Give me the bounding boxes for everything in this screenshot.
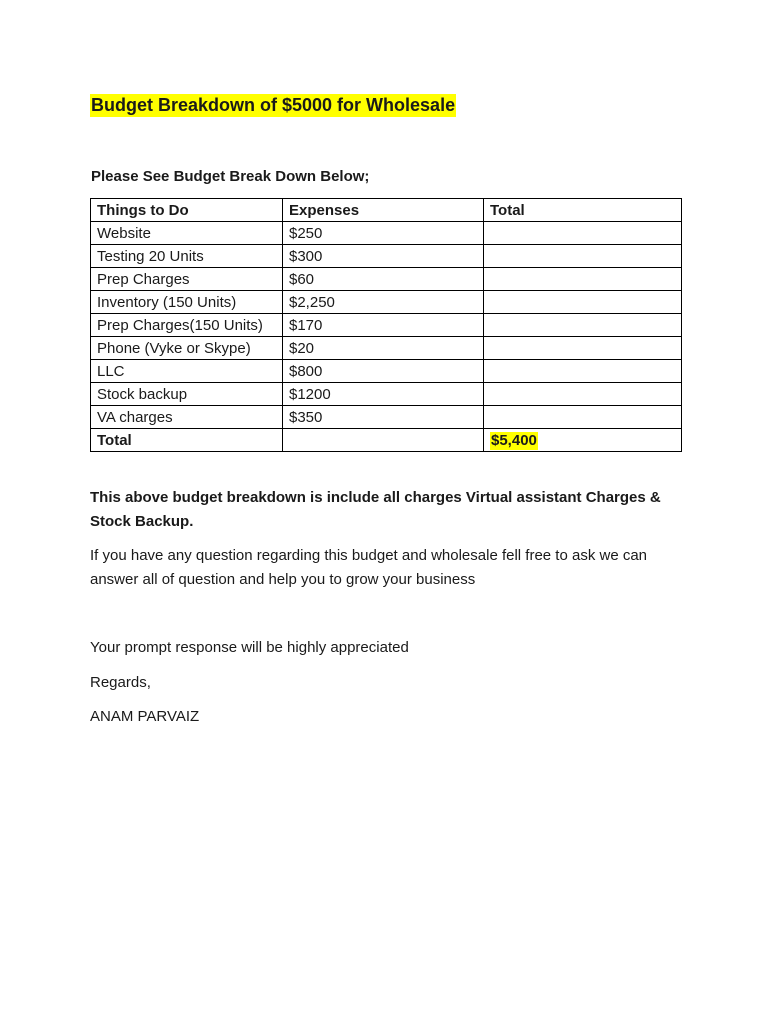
row-expense: $300: [283, 245, 484, 268]
total-value: $5,400: [491, 431, 537, 449]
table-row: [91, 245, 682, 268]
row-expense: $20: [283, 337, 484, 360]
total-expenses: [283, 429, 484, 452]
budget-note: This above budget breakdown is include all charges Virtual assistant Charges & Stock Backup.: [90, 489, 661, 530]
row-total: [484, 245, 682, 268]
header-things-to-do: Things to Do: [91, 199, 283, 222]
signature-name: ANAM PARVAIZ: [90, 708, 200, 725]
row-expense: $1200: [283, 383, 484, 406]
row-expense: $170: [283, 314, 484, 337]
row-total: [484, 291, 682, 314]
row-item: Prep Charges(150 Units): [91, 314, 283, 337]
total-value-cell: [484, 429, 682, 452]
row-total: [484, 360, 682, 383]
table-row: [91, 314, 682, 337]
table-row: [91, 222, 682, 245]
row-item: Phone (Vyke or Skype): [91, 337, 283, 360]
table-row: [91, 337, 682, 360]
document-title: [90, 93, 456, 117]
row-total: [484, 268, 682, 291]
table-row: [91, 291, 682, 314]
table-row: [91, 268, 682, 291]
row-item: VA charges: [91, 406, 283, 429]
row-total: [484, 314, 682, 337]
row-total: [484, 222, 682, 245]
table-row: [91, 360, 682, 383]
row-item: Stock backup: [91, 383, 283, 406]
row-expense: $60: [283, 268, 484, 291]
row-item: Inventory (150 Units): [91, 291, 283, 314]
row-expense: $250: [283, 222, 484, 245]
document-subtitle: Please See Budget Break Down Below;: [91, 168, 370, 185]
row-total: [484, 406, 682, 429]
header-total: Total: [484, 199, 682, 222]
title-highlight: Budget Breakdown of $5000 for Wholesale: [91, 95, 456, 115]
row-total: [484, 383, 682, 406]
budget-table: [90, 198, 682, 452]
table-header-row: [91, 199, 682, 222]
row-item: Prep Charges: [91, 268, 283, 291]
question-paragraph: If you have any question regarding this budget and wholesale fell free to ask we can answer all of question and help you to grow your business: [90, 547, 648, 588]
row-expense: $350: [283, 406, 484, 429]
total-label: Total: [91, 429, 283, 452]
table-row: [91, 406, 682, 429]
table-total-row: [91, 429, 682, 452]
response-line: Your prompt response will be highly appreciated: [90, 639, 409, 656]
regards-line: Regards,: [90, 674, 151, 691]
row-item: Testing 20 Units: [91, 245, 283, 268]
row-expense: $800: [283, 360, 484, 383]
row-item: LLC: [91, 360, 283, 383]
row-expense: $2,250: [283, 291, 484, 314]
table-row: [91, 383, 682, 406]
row-total: [484, 337, 682, 360]
row-item: Website: [91, 222, 283, 245]
header-expenses: Expenses: [283, 199, 484, 222]
